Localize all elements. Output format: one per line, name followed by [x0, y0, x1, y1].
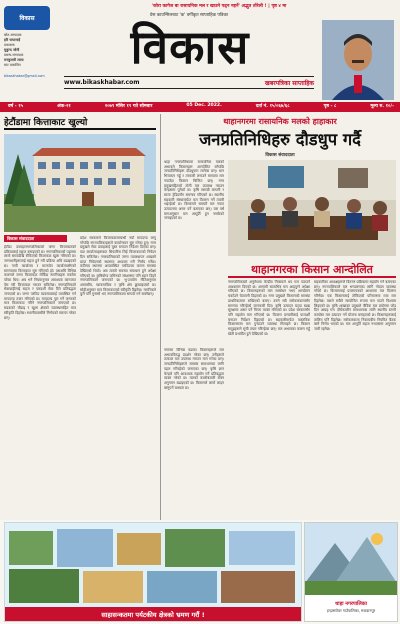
- right-col-3: सहकारीका अध्यक्षहरूले वितरण प्रक्रियामा सहयोग गर्ने बताएका छन्। नगरपालिकाले मल भण्डारणका लागि गोदाम व्यवस्था गरेको छ। किसानलाई प्रमाणपत्रको आधारमा मल वितरण गरिनेछ। एक किसानलाई तोकिएको परिमाणमा मात्र मल दिइनेछ। यसले सबैले न्यायोचित रूपमा मल पाउने विश्वास लिइएको छ। कृषि शाखाका प्रमुखले जैविक मल प्रयोगमा जोड दिन आग्रह गरे। दीर्घकालीन समाधानका लागि स्थानीय स्तरमै कम्पोस्ट मल उत्पादन गर्ने योजना बनाइएको छ। किसानहरूलाई तालिम पनि दिइनेछ। सरोकारवाला निकायबीच नियमित बैठक बस्ने निर्णय भएको छ। मल आपूर्ति सहज नभएसम्म अनुगमन जारी रहनेछ।: [314, 280, 396, 332]
- bikas-khabar-logo: [4, 6, 50, 30]
- left-line-6: मनकुमारी लामा: [4, 58, 24, 62]
- left-line-7: बाट प्रकाशित: [4, 63, 21, 67]
- left-line-5: प्रबन्ध-सम्पादक: [4, 53, 24, 57]
- tourism-collage-icon: [5, 523, 301, 607]
- column-divider: [160, 114, 161, 520]
- info-date-en: 05 Dec. 2022.: [186, 103, 222, 108]
- website[interactable]: www.bikaskhabar.com: [64, 79, 140, 86]
- municipality-ad-title: थाहा नगरपालिका: [335, 601, 367, 607]
- left-email[interactable]: bikaskhabar@gmail.com: [4, 74, 45, 78]
- right-byline: विकास संवाददाता: [265, 153, 295, 158]
- info-price: मूल्य रु. १०/-: [370, 104, 394, 109]
- left-line-1: स्रोत-सम्पादक: [4, 33, 22, 37]
- building-image-icon: [4, 134, 156, 232]
- left-line-2: हरि चापागाईं: [4, 38, 21, 42]
- masthead-portrait: [322, 20, 394, 100]
- person-photo-icon: [322, 20, 394, 100]
- building-photo: [4, 134, 156, 232]
- left-line-3: प्रकाशक: [4, 43, 15, 47]
- masthead-tagline: 'कोरा कागेज बा रासायनिक मल र खाउने पढ्न नहर्ने' अद्भुत तोरेली ! | पृष्ठ ४ मा: [151, 4, 287, 9]
- info-reg: दर्ता नं. १५/०६७/६८: [255, 104, 290, 109]
- masthead-subtitle: प्रेस काउन्सिलबाट 'क' वर्गीकृत साप्ताहिक पत्रिका: [150, 13, 228, 18]
- masthead-title: विकास: [130, 20, 250, 74]
- meeting-photo: [228, 160, 396, 256]
- info-issue: अंक-२१: [57, 104, 71, 109]
- left-byline: विकास संवाददाता: [4, 235, 67, 242]
- left-col-1: हेटौंडा उपमहानगरपालिकाको जग्गा कित्ताकाटको प्रक्रियालाई सहज बनाइएको छ। नगरपालिकाको पहलमा लामो समयदेखि रोकिएको कित्ताकाट खुला गरिएको छ। जग्गाधनीहरूलाई सहज हुने गरी प्रक्रिया अघि बढाइएको छ। नापी कार्यालय र मालपोत कार्यालयसँगको समन्वयमा कित्ताकाट सुरु गरिएको हो। यसअघि विभिन्न कारणले जग्गा कित्ताकाट रोकिँदा नागरिकहरू मर्कामा परेका थिए। अब भने नियमानुसार आवश्यक कागजात पेस गरी कित्ताकाट गराउन सकिनेछ। नगरपालिकाले सेवाग्राहीलाई सहज र पारदर्शी सेवा दिने प्रतिबद्धता जनाएको छ। जग्गा प्लटिङ व्यवसायलाई व्यवस्थित गर्न मापदण्ड तयार गरिएको छ। मापदण्ड पूरा गर्ने जग्गाको मात्र कित्ताकाट गरिने नगरपालिकाले जनाएको छ। सडकको चौडाइ र खुला क्षेत्रको व्यवस्थासहित मात्र स्वीकृति दिइनेछ। स्थानीयवासीले निर्णयको स्वागत गरेका छन्।: [4, 245, 76, 320]
- masthead-left-panel: [4, 6, 54, 102]
- logo-badge: विकास: [19, 15, 35, 22]
- municipality-ad[interactable]: [304, 522, 398, 622]
- weekly-label: खबरपत्रिका साप्ताहिक: [264, 79, 314, 87]
- left-head-rule: [4, 128, 156, 130]
- right-headline: जनप्रतिनिधिहरु दौडधुप गर्दै: [199, 130, 361, 149]
- left-line-4: मुकुन्द जोगी: [4, 48, 20, 52]
- website-bar: [64, 76, 314, 89]
- info-year: वर्ष - १५: [8, 104, 24, 109]
- left-headline: हेटौंडामा कित्ताकाट खुल्यो: [4, 118, 88, 128]
- right-col-1b: नगरका विभिन्न वडाका किसानहरूले मल अभावविरुद्ध प्रदर्शन गरेका छन्। उनीहरूले तत्काल मल उपलब्ध गराउन माग गरेका छन्। जनप्रतिनिधिहरूले समस्या समाधानका लागि पहल गरिरहेको जनाएका छन्। कृषि ज्ञान केन्द्रले पनि आवश्यक सहयोग गर्ने प्रतिबद्धता व्यक्त गरेको छ। मलको कालोबजारी रोक्न अनुगमन बढाइएको छ। किसानले लामो लाइन बस्नुपर्ने बाध्यता छ।: [164, 348, 224, 390]
- left-col-2: प्रदेश सरकारले कित्ताकाटसम्बन्धी नयाँ मापदण्ड लागु गरेपछि नगरपालिकाहरूले कार्यान्वयन सुरु गरेका हुन्। नगर प्रमुखले सेवा प्रवाहलाई चुस्त बनाउन निर्देशन दिएका छन्। वडा कार्यालयहरूबाट सिफारिस लिई कित्ताकाटको निवेदन दिन सकिनेछ। नगरपालिकाको जग्गा व्यवस्थापन शाखाले प्राप्त निवेदनको स्थलगत अध्ययन गरी निर्णय गर्नेछ। कतिपय स्थानमा अव्यवस्थित प्लटिङका कारण समस्या देखिएको थियो। अब त्यस्तो समस्या समाधान हुने अपेक्षा गरिएको छ। कृषियोग्य जमिनको संरक्षणमा पनि ध्यान दिइने नगरपालिकाले जनाएको छ। भू-उपयोग नीतिअनुसार आवासीय, व्यावसायिक र कृषि क्षेत्र छुट्याइएको छ। सोहीअनुसार मात्र कित्ताकाटको स्वीकृति दिइनेछ। नागरिकले कुनै पनि गुनासो भए नगरपालिकामा सम्पर्क गर्न सक्नेछन्।: [80, 236, 156, 297]
- municipality-ad-sub: इन्द्रासरोवर गाउँपालिका, मकवानपुर: [326, 608, 376, 613]
- right-kicker: थाहानगरमा रासायनिक मलको हाहाकार: [223, 117, 337, 126]
- right-col-2: नगरपालिकाको अनुरोधमा केन्द्रीय निकायले थप मल पठाउने आश्वासन दिएको छ। आगामी साताभित्र मल आइपुग्ने अपेक्षा गरिएको छ। किसानहरूको माग सम्बोधन नभए आन्दोलन चर्काउने चेतावनी दिइएको छ। नगर प्रमुखले किसानको समस्या प्राथमिकतामा राखिएको बताए। उनले सबै सरोकारवालासँग समन्वय गरिरहेको जानकारी दिए। कृषि उत्पादन घट्दा खाद्य सुरक्षामा असर पर्ने चिन्ता व्यक्त गरिएको छ। प्रदेश सरकारसँग पनि सहयोग माग गरिएको छ। वितरण प्रणालीलाई पारदर्शी बनाउन निर्देशन दिइएको छ। सहकारीमार्फत वास्तविक किसानसम्म मल पुर्‍याउने व्यवस्था मिलाइने छ। किसान समूहहरूले सूची तयार गरिरहेका छन्। मल अभावका कारण गहुँ खेती प्रभावित हुने देखिएको छ।: [228, 280, 310, 336]
- municipality-emblem-icon: [305, 523, 397, 595]
- meeting-image-icon: [228, 160, 396, 256]
- mid-headline: थाहानगरका किसान आन्दोलित: [228, 262, 396, 278]
- footer-ads: [0, 520, 400, 624]
- info-bar: [0, 102, 400, 112]
- tourism-ad-text: साहासन्कतमा पर्यटकीय क्षेत्रको भ्रमण गरौं !: [5, 607, 301, 621]
- info-date-np: २०७९ मंसिर १९ गते सोमबार: [104, 104, 153, 109]
- tourism-ad[interactable]: [4, 522, 302, 622]
- right-col-1: थाहा नगरपालिकामा रासायनिक मलको अभावले किसानहरू आन्दोलित बनेपछि जनप्रतिनिधिहरू दौडधुपमा लागेका छन्। धान भित्र्याएर गहुँ र तरकारी लगाउने समयमा मल नपाउँदा किसान चिन्तित छन्। नगर प्रमुखसहितको टोली मल उपलब्ध गराउन केन्द्रसम्म पुगेको छ। कृषि सामग्री कम्पनी र साल्ट ट्रेडिङसँग समन्वय गरिएको छ। स्थानीय सहकारी संस्थामार्फत मल वितरण गर्ने तयारी भइरहेको छ। किसानले समयमै मल नपाए उत्पादनमा असर पर्ने बताएका छन्। यस वर्ष मागअनुसार मल आपूर्ति हुन नसकेको जनाइएको छ।: [164, 160, 224, 221]
- info-pages: पृष्ठ - ८: [323, 104, 337, 109]
